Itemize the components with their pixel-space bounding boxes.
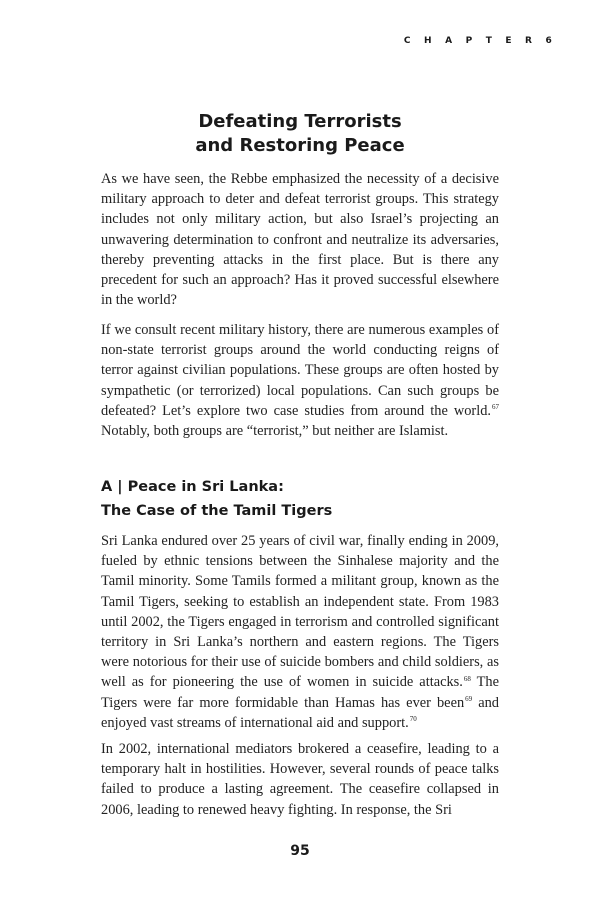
page-number: 95 [290, 843, 310, 859]
section-heading-line-2: The Case of the Tamil Tigers [101, 503, 333, 519]
paragraph-3-text-a: Sri Lanka endured over 25 years of civil war, finally ending in 2009, fueled by ethnic tensions between the Sinhalese majority and the Tamil minority. Some Tamils formed a militant group, known as the Tamil Tigers, seeking to establish an independent state. From 1983 until 2002, the Tigers engaged in terrorism and controlled significant territory in Sri Lanka’s northern and eastern regions. The Tigers were notorious for their use of suicide bombers and child soldiers, as well as for pioneering the use of women in suicide attacks. [101, 533, 499, 691]
chapter-title-line-2: and Restoring Peace [195, 135, 405, 156]
footnote-ref-67[interactable]: 67 [492, 403, 499, 412]
paragraph-3-text-c: and enjoyed vast streams of international aid and support. [101, 694, 499, 731]
paragraph-3 [101, 531, 499, 733]
chapter-title-line-1: Defeating Terrorists [198, 111, 402, 132]
footnote-ref-70[interactable]: 70 [409, 715, 417, 724]
paragraph-2-text-a: If we consult recent military history, there are numerous examples of non-state terrorist groups around the world conducting reigns of terror against civilian populations. These groups are often hosted by sympathetic (or terrorized) local populations. Can such groups be defeated? Let’s explore two case studies from around the world. [101, 322, 499, 419]
section-heading-line-1: A | Peace in Sri Lanka: [101, 479, 284, 495]
chapter-title [100, 110, 500, 158]
paragraph-3-text-b: The Tigers were far more formidable than Hamas has ever been [101, 674, 499, 711]
paragraph-2-text-b: Notably, both groups are “terrorist,” but neither are Islamist. [101, 423, 449, 440]
running-head: C H A P T E R 6 [403, 36, 557, 46]
paragraph-1: As we have seen, the Rebbe emphasized the necessity of a decisive military approach to deter and defeat terrorist groups. This strategy includes not only military action, but also Israel’s projecting an unwavering determination to confront and neutralize its adversaries, thereby preventing attacks in the first place. But is there any precedent for such an approach? Has it proved successful elsewhere in the world? [101, 171, 499, 309]
section-heading [101, 475, 499, 523]
paragraph-4: In 2002, international mediators brokered a ceasefire, leading to a temporary halt in hostilities. However, several rounds of peace talks failed to produce a lasting agreement. The ceasefire collapsed in 2006, leading to renewed heavy fighting. In response, the Sri [101, 741, 499, 818]
footnote-ref-69[interactable]: 69 [465, 695, 473, 704]
paragraph-2 [101, 320, 499, 441]
footnote-ref-68[interactable]: 68 [463, 674, 471, 683]
